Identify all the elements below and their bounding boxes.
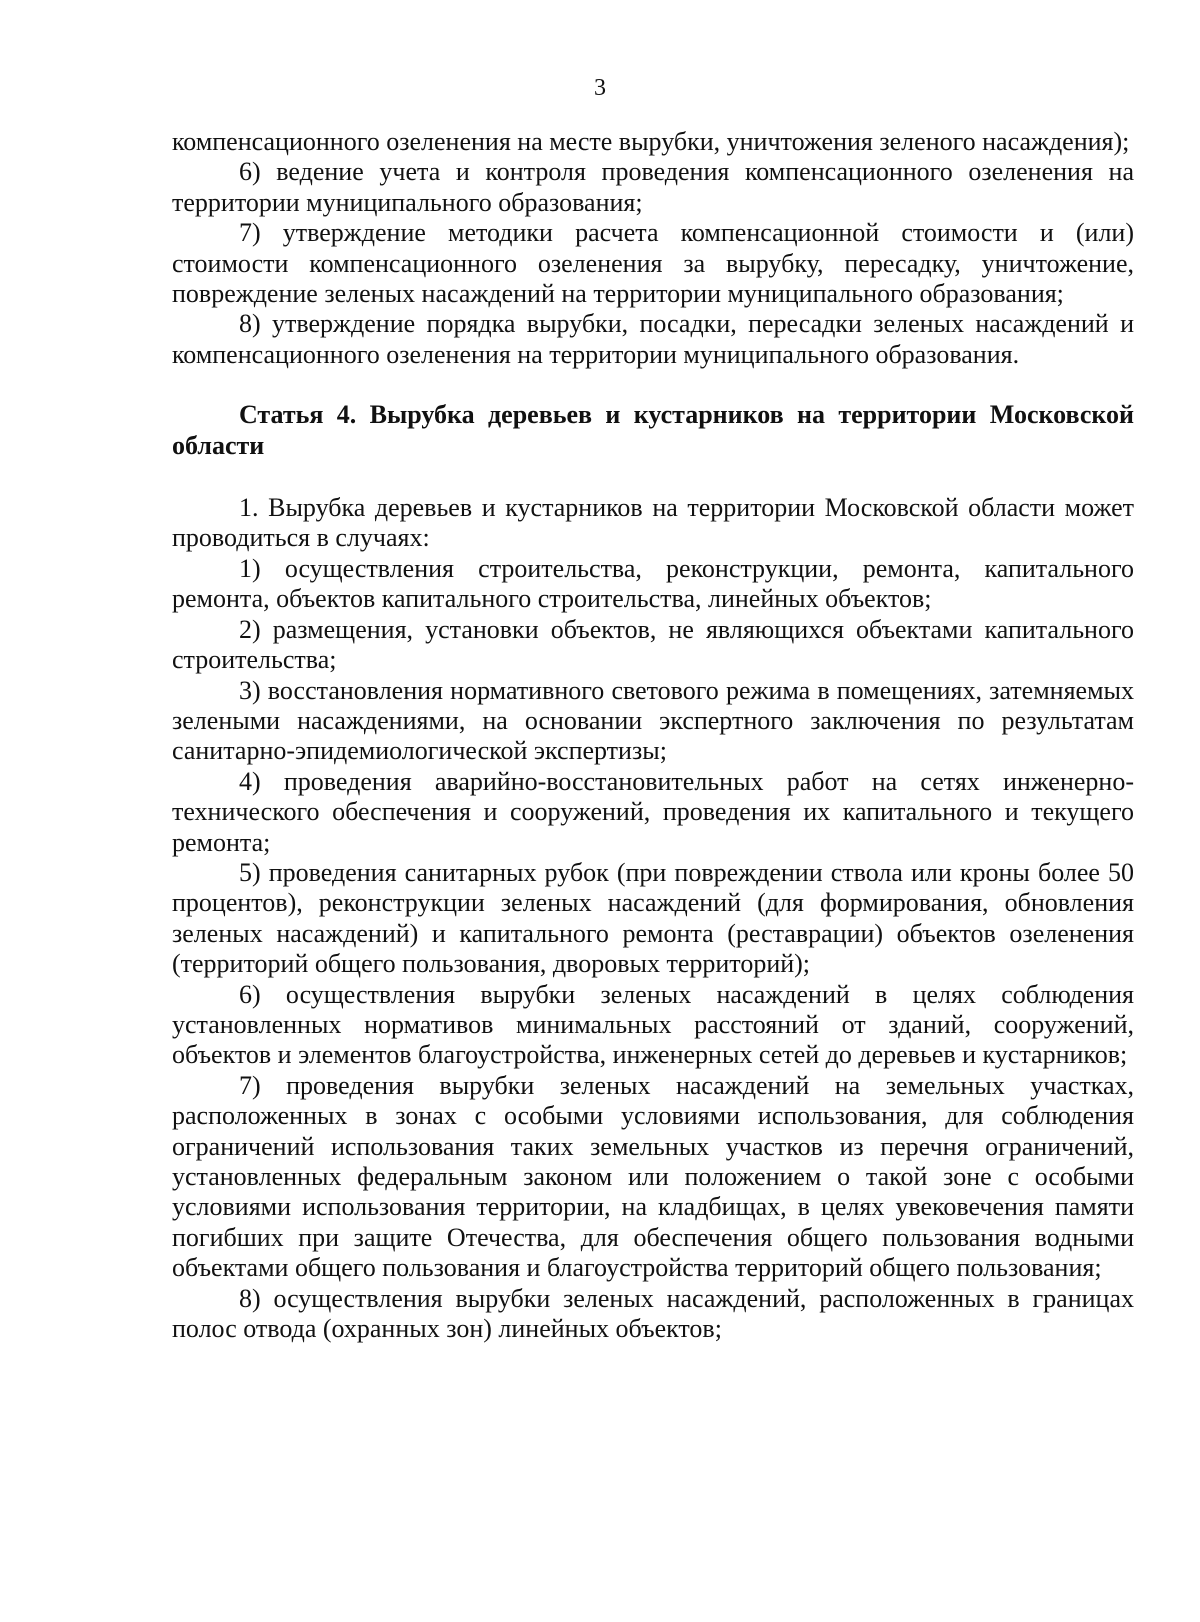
spacer <box>172 461 1134 493</box>
article-item-1: 1) осуществления строительства, реконструкции, ремонта, капитального ремонта, объектов капитального строительства, линейных объектов; <box>172 553 1134 614</box>
article-paragraph-1: 1. Вырубка деревьев и кустарников на территории Московской области может проводиться в случаях: <box>172 493 1134 553</box>
paragraph-item-6: 6) ведение учета и контроля проведения компенсационного озеленения на территории муниципального образования; <box>172 157 1134 217</box>
article-item-4: 4) проведения аварийно-восстановительных работ на сетях инженерно-технического обеспечения и сооружений, проведения их капитального и текущего ремонта; <box>172 766 1134 857</box>
document-body <box>172 127 1134 1344</box>
article-item-3: 3) восстановления нормативного светового режима в помещениях, затемняемых зелеными насаждениями, на основании экспертного заключения по результатам санитарно-эпидемиологической экспертизы; <box>172 675 1134 766</box>
article-item-7: 7) проведения вырубки зеленых насаждений на земельных участках, расположенных в зонах с особыми условиями использования, для соблюдения ограничений использования таких земельных участков из перечня ограничений, установленных федеральным законом или положением о такой зоне с особыми условиями использования территории, на кладбищах, в целях увековечения памяти погибших при защите Отечества, для обеспечения общего пользования водными объектами общего пользования и благоустройства территорий общего пользования; <box>172 1070 1134 1283</box>
article-item-2: 2) размещения, установки объектов, не являющихся объектами капитального строительства; <box>172 614 1134 675</box>
paragraph-item-7: 7) утверждение методики расчета компенсационной стоимости и (или) стоимости компенсационного озеленения за вырубку, пересадку, уничтожение, повреждение зеленых насаждений на территории муниципального образования; <box>172 218 1134 309</box>
paragraph-continuation: компенсационного озеленения на месте вырубки, уничтожения зеленого насаждения); <box>172 127 1130 156</box>
spacer <box>172 370 1134 400</box>
article-item-6: 6) осуществления вырубки зеленых насаждений в целях соблюдения установленных нормативов минимальных расстояний от зданий, сооружений, объектов и элементов благоустройства, инженерных сетей до деревьев и кустарников; <box>172 979 1134 1070</box>
page-number: 3 <box>594 75 606 101</box>
article-item-8: 8) осуществления вырубки зеленых насаждений, расположенных в границах полос отвода (охранных зон) линейных объектов; <box>172 1283 1134 1344</box>
paragraph-item-8: 8) утверждение порядка вырубки, посадки, пересадки зеленых насаждений и компенсационного озеленения на территории муниципального образования. <box>172 309 1134 369</box>
article-item-5: 5) проведения санитарных рубок (при повреждении ствола или кроны более 50 процентов), реконструкции зеленых насаждений (для формирования, обновления зеленых насаждений) и капитального ремонта (реставрации) объектов озеленения (территорий общего пользования, дворовых территорий); <box>172 857 1134 979</box>
article-heading: Статья 4. Вырубка деревьев и кустарников на территории Московской области <box>172 400 1134 460</box>
